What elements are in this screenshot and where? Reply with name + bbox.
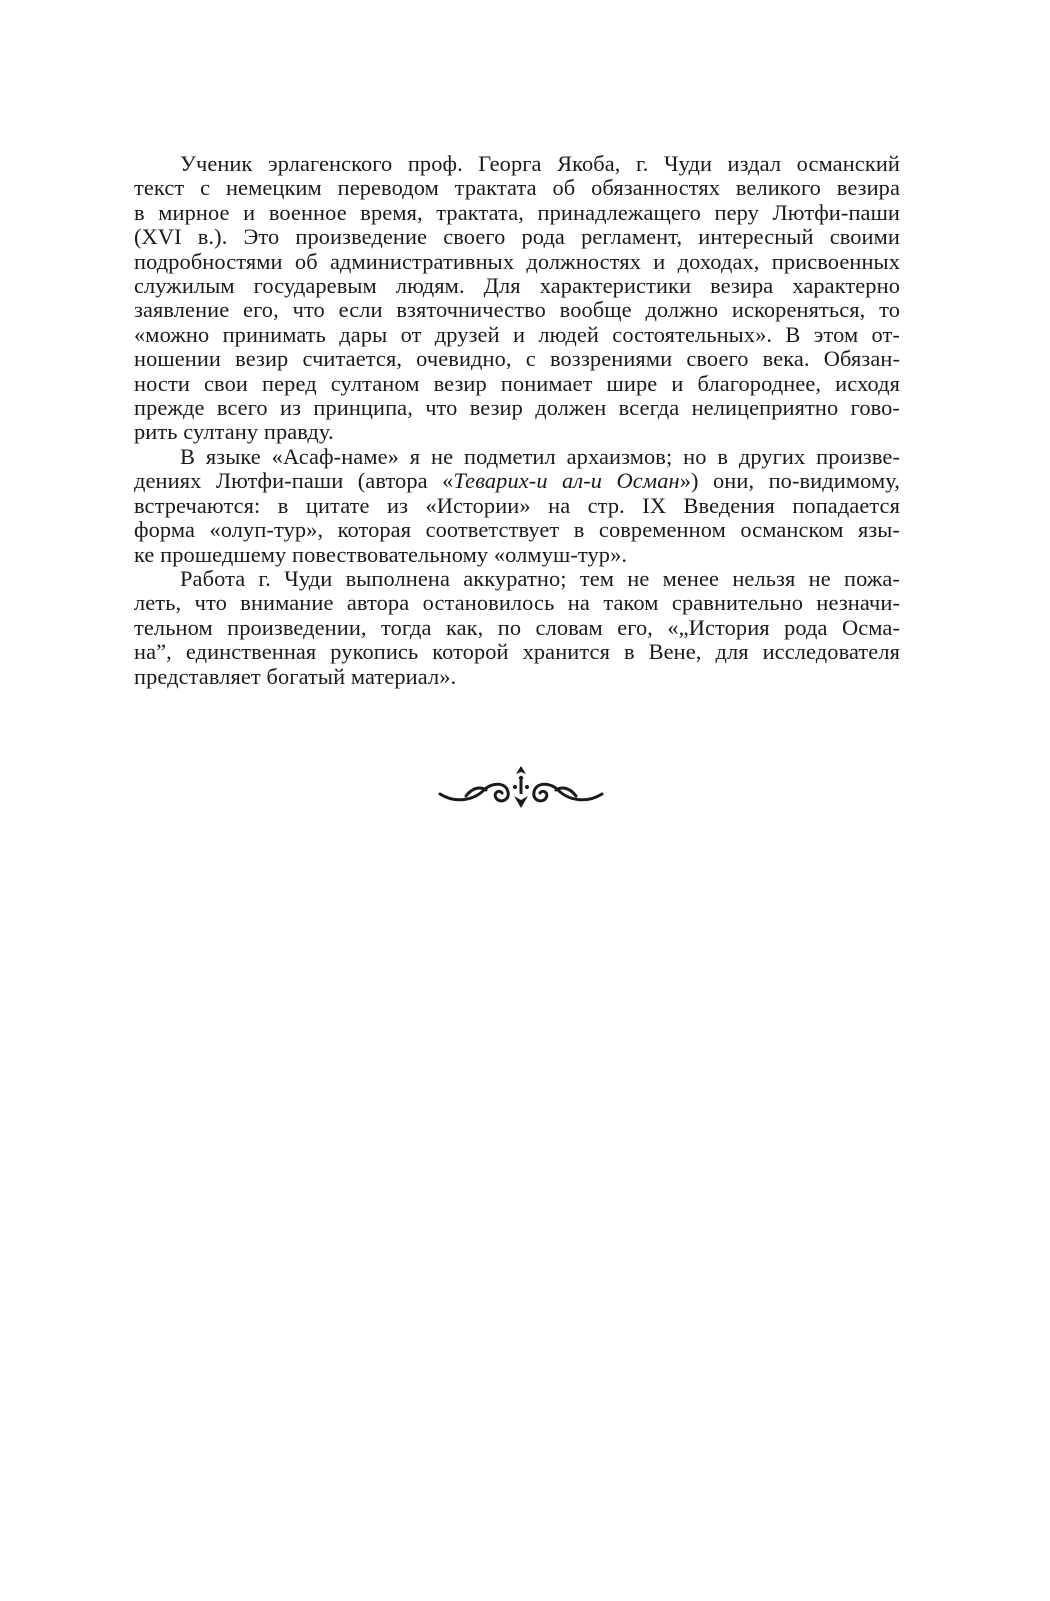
text-line: на”, единственная рукопись которой хранится в Вене, для исследователя — [134, 639, 900, 665]
text-line: в мирное и военное время, трактата, принадлежащего перу Лютфи-паши — [134, 199, 900, 225]
text-line: представляет богатый материал». — [134, 663, 457, 689]
text-line: «можно принимать дары от друзей и людей состоятельных». В этом от- — [134, 321, 900, 347]
italic-title: Теварих-и ал-и Осман — [453, 468, 680, 494]
text-line: (XVI в.). Это произведение своего рода регламент, интересный своими — [134, 224, 900, 250]
article-text — [134, 152, 900, 689]
text-line: текст с немецким переводом трактата об обязанностях великого везира — [134, 175, 900, 201]
text-line: ношении везир считается, очевидно, с воззрениями своего века. Обязан- — [134, 346, 900, 372]
text-line: заявление его, что если взяточничество вообще должно искореняться, то — [134, 297, 900, 323]
text-line: ности свои перед султаном везир понимает шире и благороднее, исходя — [134, 370, 900, 396]
text-line: служилым государевым людям. Для характеристики везира характерно — [134, 273, 900, 299]
paragraph-2 — [134, 445, 900, 567]
text-line: подробностями об административных должностях и доходах, присвоенных — [134, 248, 900, 274]
text-line: встречаются: в цитате из «Истории» на стр. IX Введения попадается — [134, 492, 900, 518]
text-line: ке прошедшему повествовательному «олмуш-тур». — [134, 541, 628, 567]
paragraph-3 — [134, 567, 900, 689]
paragraph-1 — [134, 152, 900, 445]
text-line: леть, что внимание автора остановилось на таком сравнительно незначи- — [134, 590, 900, 616]
text-line: Работа г. Чуди выполнена аккуратно; тем не менее нельзя не пожа- — [180, 565, 900, 591]
text-line: Ученик эрлагенского проф. Георга Якоба, г. Чуди издал османский — [180, 151, 900, 176]
text-line: рить султану правду. — [134, 419, 334, 445]
text-line-with-italic: дениях Лютфи-паши (автора «Теварих-и ал-и Осман») они, по-видимому, — [134, 468, 900, 494]
text-line: В языке «Асаф-наме» я не подметил архаизмов; но в других произве- — [180, 443, 900, 469]
fleuron-ornament-icon — [436, 760, 606, 812]
text-line: форма «олуп-тур», которая соответствует в современном османском язы- — [134, 517, 900, 543]
text-line: прежде всего из принципа, что везир должен всегда нелицеприятно гово- — [134, 395, 900, 421]
text-line: тельном произведении, тогда как, по словам его, «„История рода Осма- — [134, 614, 900, 640]
